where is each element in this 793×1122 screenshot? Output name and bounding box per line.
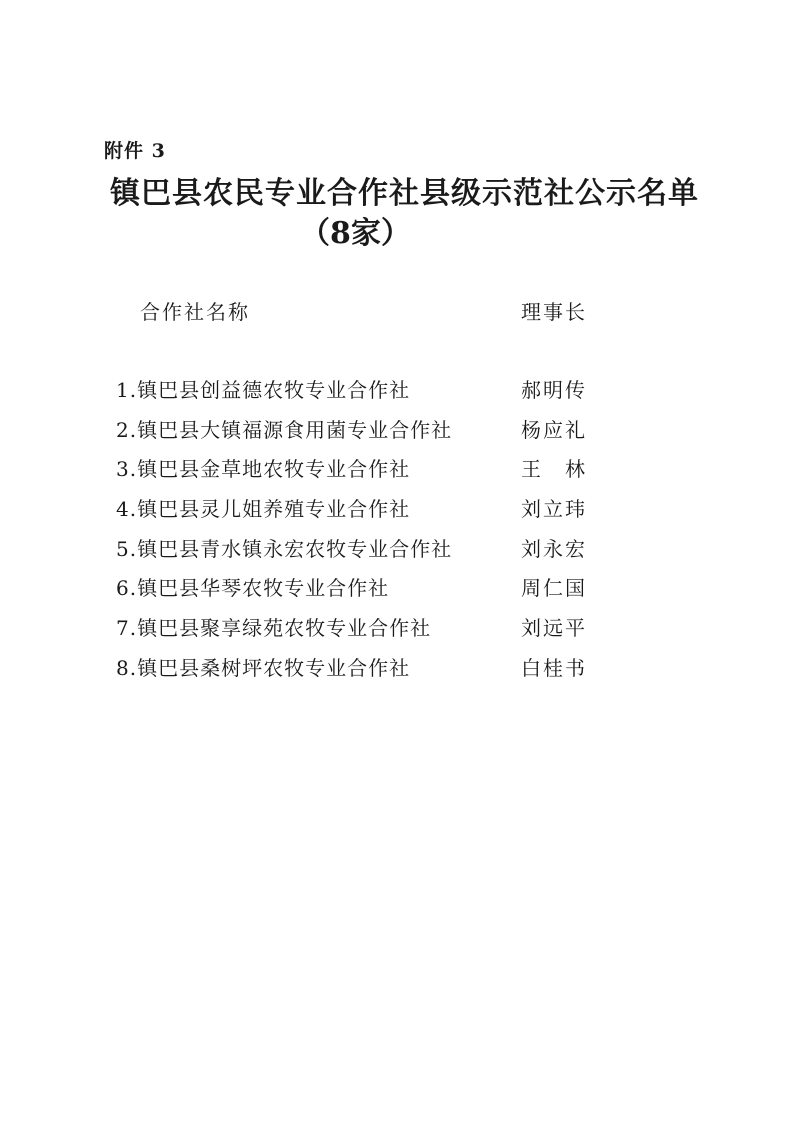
document-title: 镇巴县农民专业合作社县级示范社公示名单 (110, 176, 699, 211)
chairman-name: 刘立玮 (521, 497, 587, 522)
chairman-name: 刘远平 (521, 616, 587, 641)
column-header-chairman: 理事长 (521, 300, 587, 324)
column-header-name: 合作社名称 (140, 300, 250, 324)
list-item (116, 453, 596, 493)
chairman-name: 白桂书 (521, 655, 587, 680)
cooperative-name: 1.镇巴县创益德农牧专业合作社 (116, 378, 411, 402)
cooperative-name: 5.镇巴县青水镇永宏农牧专业合作社 (116, 536, 453, 561)
cooperative-name: 8.镇巴县桑树坪农牧专业合作社 (116, 655, 411, 680)
chairman-name: 杨应礼 (521, 417, 587, 442)
list-item (116, 612, 596, 652)
document-subtitle: （8家） (300, 216, 411, 251)
list-item (116, 572, 596, 612)
cooperative-list (116, 374, 596, 692)
chairman-name: 王 林 (521, 457, 587, 482)
chairman-name: 刘永宏 (521, 536, 587, 561)
cooperative-name: 2.镇巴县大镇福源食用菌专业合作社 (116, 417, 453, 442)
attachment-label: 附件 3 (104, 140, 166, 162)
cooperative-name: 4.镇巴县灵儿姐养殖专业合作社 (116, 497, 411, 522)
list-item (116, 414, 596, 454)
cooperative-name: 6.镇巴县华琴农牧专业合作社 (116, 576, 390, 601)
chairman-name: 周仁国 (521, 576, 587, 601)
list-item (116, 374, 596, 414)
list-item (116, 493, 596, 533)
list-item (116, 652, 596, 692)
list-item (116, 533, 596, 573)
chairman-name: 郝明传 (521, 378, 587, 402)
cooperative-name: 3.镇巴县金草地农牧专业合作社 (116, 457, 411, 482)
cooperative-name: 7.镇巴县聚享绿苑农牧专业合作社 (116, 616, 432, 641)
